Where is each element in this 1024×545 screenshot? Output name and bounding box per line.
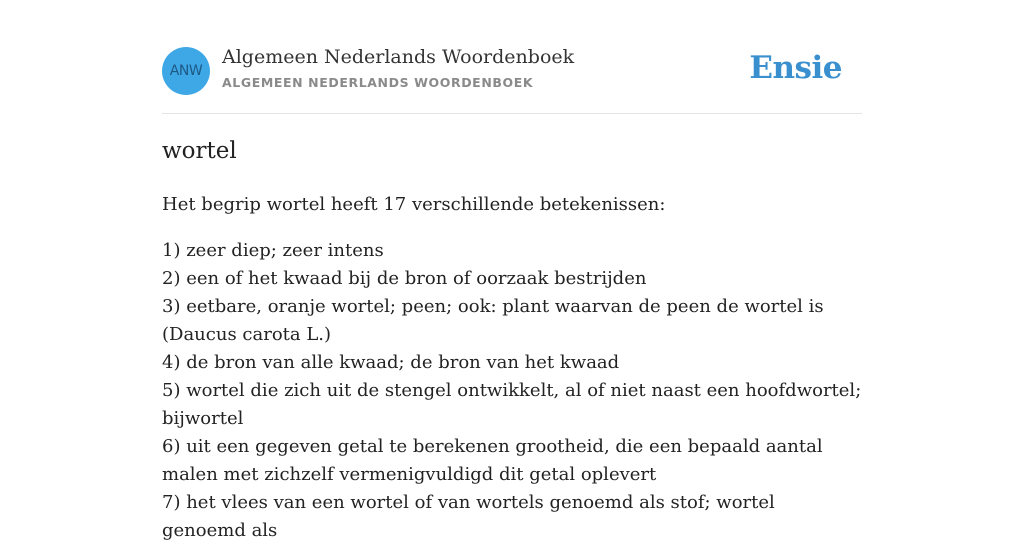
meaning-item-6: 6) uit een gegeven getal te berekenen grootheid, die een bepaald aantal malen met zichzelf vermenigvuldigd dit getal oplevert [162,436,823,485]
meaning-item-1: 1) zeer diep; zeer intens [162,240,384,261]
page-container [162,0,862,541]
anw-logo[interactable]: ANW [162,47,210,95]
source-subtitle: ALGEMEEN NEDERLANDS WOORDENBOEK [222,75,534,90]
source-name-link[interactable]: Algemeen Nederlands Woordenboek [222,46,575,68]
meanings-list [162,237,862,545]
meaning-item-4: 4) de bron van alle kwaad; de bron van het kwaad [162,352,620,373]
meaning-item-7: 7) het vlees van een wortel of van wortels genoemd als stof; wortel genoemd als [162,492,775,541]
meanings-intro: Het begrip wortel heeft 17 verschillende betekenissen: [162,194,666,215]
source-header [162,0,862,114]
meaning-item-5: 5) wortel die zich uit de stengel ontwikkelt, al of niet naast een hoofdwortel; bijwortel [162,380,862,429]
meaning-item-2: 2) een of het kwaad bij de bron of oorzaak bestrijden [162,268,647,289]
meaning-item-3: 3) eetbare, oranje wortel; peen; ook: plant waarvan de peen de wortel is (Daucus carota L.) [162,296,824,345]
ensie-logo-link[interactable]: Ensie [749,50,842,86]
term-title: wortel [162,138,237,164]
